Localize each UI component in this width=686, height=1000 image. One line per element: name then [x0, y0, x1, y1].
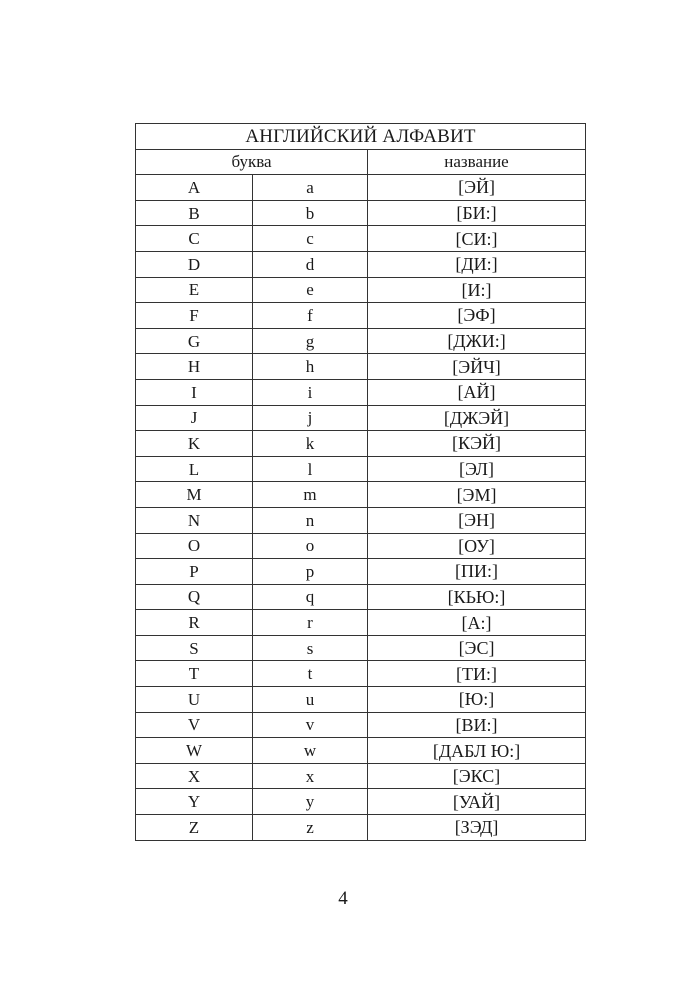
table-row: [136, 200, 586, 226]
uppercase-letter: D: [136, 251, 253, 277]
lowercase-letter: e: [253, 277, 368, 303]
uppercase-letter: H: [136, 354, 253, 380]
lowercase-letter: g: [253, 328, 368, 354]
uppercase-letter: P: [136, 559, 253, 585]
uppercase-letter: V: [136, 712, 253, 738]
lowercase-letter: j: [253, 405, 368, 431]
uppercase-letter: G: [136, 328, 253, 354]
table-row: [136, 482, 586, 508]
lowercase-letter: h: [253, 354, 368, 380]
lowercase-letter: f: [253, 303, 368, 329]
lowercase-letter: l: [253, 456, 368, 482]
table-row: [136, 815, 586, 841]
table-row: [136, 379, 586, 405]
header-name: название: [368, 149, 586, 175]
table-title-row: [136, 124, 586, 150]
letter-name: [ДЖЭЙ]: [368, 405, 586, 431]
letter-name: [ТИ:]: [368, 661, 586, 687]
table-row: [136, 789, 586, 815]
table-row: [136, 456, 586, 482]
uppercase-letter: N: [136, 507, 253, 533]
lowercase-letter: t: [253, 661, 368, 687]
table-row: [136, 354, 586, 380]
letter-name: [И:]: [368, 277, 586, 303]
lowercase-letter: v: [253, 712, 368, 738]
letter-name: [ЭС]: [368, 635, 586, 661]
table-row: [136, 175, 586, 201]
table-row: [136, 328, 586, 354]
lowercase-letter: d: [253, 251, 368, 277]
table-row: [136, 251, 586, 277]
letter-name: [ЭЛ]: [368, 456, 586, 482]
lowercase-letter: b: [253, 200, 368, 226]
alphabet-table: [135, 123, 586, 841]
lowercase-letter: r: [253, 610, 368, 636]
letter-name: [ДЖИ:]: [368, 328, 586, 354]
uppercase-letter: X: [136, 763, 253, 789]
letter-name: [ЭЙ]: [368, 175, 586, 201]
uppercase-letter: F: [136, 303, 253, 329]
uppercase-letter: Y: [136, 789, 253, 815]
lowercase-letter: m: [253, 482, 368, 508]
table-row: [136, 661, 586, 687]
letter-name: [КЭЙ]: [368, 431, 586, 457]
uppercase-letter: T: [136, 661, 253, 687]
table-row: [136, 226, 586, 252]
letter-name: [ЭФ]: [368, 303, 586, 329]
lowercase-letter: o: [253, 533, 368, 559]
uppercase-letter: E: [136, 277, 253, 303]
letter-name: [КЬЮ:]: [368, 584, 586, 610]
letter-name: [ЗЭД]: [368, 815, 586, 841]
table-row: [136, 635, 586, 661]
table-row: [136, 738, 586, 764]
lowercase-letter: x: [253, 763, 368, 789]
letter-name: [ДАБЛ Ю:]: [368, 738, 586, 764]
letter-name: [Ю:]: [368, 687, 586, 713]
uppercase-letter: W: [136, 738, 253, 764]
lowercase-letter: s: [253, 635, 368, 661]
uppercase-letter: J: [136, 405, 253, 431]
uppercase-letter: U: [136, 687, 253, 713]
uppercase-letter: Q: [136, 584, 253, 610]
letter-name: [ЭЙЧ]: [368, 354, 586, 380]
lowercase-letter: n: [253, 507, 368, 533]
table-row: [136, 712, 586, 738]
uppercase-letter: Z: [136, 815, 253, 841]
table-row: [136, 584, 586, 610]
table-row: [136, 687, 586, 713]
letter-name: [АЙ]: [368, 379, 586, 405]
uppercase-letter: C: [136, 226, 253, 252]
lowercase-letter: k: [253, 431, 368, 457]
table-row: [136, 763, 586, 789]
lowercase-letter: z: [253, 815, 368, 841]
lowercase-letter: q: [253, 584, 368, 610]
table-row: [136, 533, 586, 559]
uppercase-letter: R: [136, 610, 253, 636]
table-row: [136, 303, 586, 329]
lowercase-letter: c: [253, 226, 368, 252]
letter-name: [ПИ:]: [368, 559, 586, 585]
letter-name: [ЭН]: [368, 507, 586, 533]
uppercase-letter: K: [136, 431, 253, 457]
uppercase-letter: S: [136, 635, 253, 661]
letter-name: [ЭКС]: [368, 763, 586, 789]
table-title: АНГЛИЙСКИЙ АЛФАВИТ: [136, 124, 586, 150]
letter-name: [БИ:]: [368, 200, 586, 226]
letter-name: [А:]: [368, 610, 586, 636]
lowercase-letter: u: [253, 687, 368, 713]
lowercase-letter: a: [253, 175, 368, 201]
lowercase-letter: i: [253, 379, 368, 405]
page-number: 4: [338, 888, 348, 909]
uppercase-letter: A: [136, 175, 253, 201]
letter-name: [ДИ:]: [368, 251, 586, 277]
uppercase-letter: M: [136, 482, 253, 508]
lowercase-letter: y: [253, 789, 368, 815]
letter-name: [ВИ:]: [368, 712, 586, 738]
uppercase-letter: I: [136, 379, 253, 405]
letter-name: [УАЙ]: [368, 789, 586, 815]
letter-name: [СИ:]: [368, 226, 586, 252]
uppercase-letter: L: [136, 456, 253, 482]
alphabet-table-body: [136, 124, 586, 841]
table-row: [136, 405, 586, 431]
table-row: [136, 559, 586, 585]
uppercase-letter: O: [136, 533, 253, 559]
lowercase-letter: w: [253, 738, 368, 764]
table-row: [136, 507, 586, 533]
header-letter: буква: [136, 149, 368, 175]
lowercase-letter: p: [253, 559, 368, 585]
table-row: [136, 431, 586, 457]
table-header-row: [136, 149, 586, 175]
letter-name: [ЭМ]: [368, 482, 586, 508]
uppercase-letter: B: [136, 200, 253, 226]
letter-name: [ОУ]: [368, 533, 586, 559]
table-row: [136, 277, 586, 303]
table-row: [136, 610, 586, 636]
